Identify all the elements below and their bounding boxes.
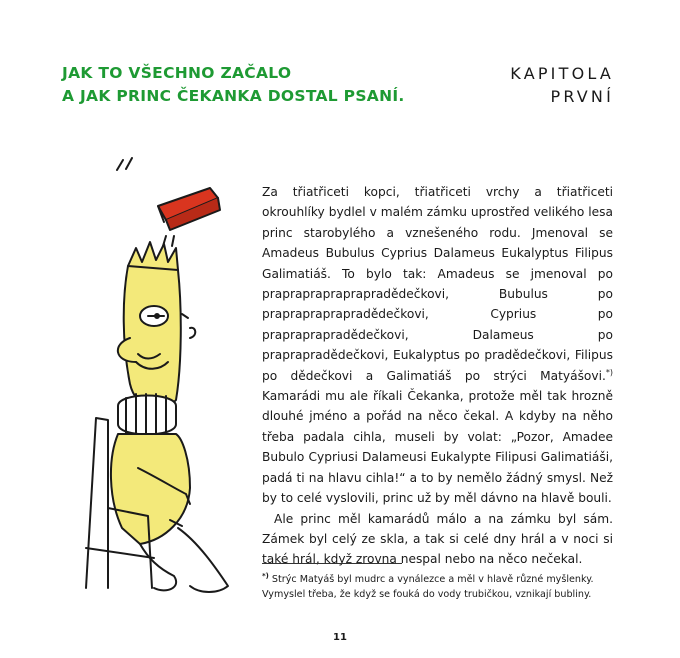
chapter-title [62,62,462,108]
footnote-mark: *) [262,571,269,580]
chapter-label-line-1: KAPITOLA [510,64,614,83]
footnote-text: Strýc Matyáš byl mudrc a vynálezce a měl v hlavě různé myšlenky. Vymyslel třeba, že když se fouká do vody trubičkou, vznikají bubliny. [262,574,594,600]
chapter-title-line-1: JAK TO VŠECHNO ZAČALO [62,64,292,82]
story-text [262,182,613,570]
chapter-label [510,62,614,108]
chapter-label-line-2: PRVNÍ [550,87,614,106]
story-paragraph-1-continuation: Kamarádi mu ale říkali Čekanka, protože měl tak hrozně dlouhé jméno a pořád na něco čekal. A kdyby na něho třeba padala cihla, museli by volat: „Pozor, Amadee Bubulo Cypriusi Dalameusi Eukalypte Filipusi Galimatiáši, padá ti na hlavu cihla!“ a to by nemělo žádný smysl. Než by to celé vyslovili, princ už by měl dávno na hlavě bouli. [262,389,613,506]
story-paragraph-1 [262,182,613,509]
story-paragraph-1-text: Za třiatřiceti kopci, třiatřiceti vrchy a třiatřiceti okrouhlíky bydlel v malém zámku uprostřed velikého lesa princ starobylého a vznešeného rodu. Jmenoval se Amadeus Bubulus Cyprius Dalameus Eukalyptus Filipus Galimatiáš. To bylo tak: Amadeus se jmenoval po prapraprapraprapradědečkovi, Bubulus po praprapraprapradědečkovi, Cyprius po prapraprapradědečkovi, Dalameus po praprapradědečkovi, Eukalyptus po pradědečkovi, Filipus po dědečkovi a Galimatiáš po strýci Matyášovi. [262,185,613,383]
page-number: 11 [333,632,347,643]
prince-illustration [78,148,263,598]
footnote-reference: *) [605,367,613,377]
motion-lines [117,158,132,170]
footnote [262,572,613,602]
falling-brick-icon [158,188,220,230]
story-paragraph-2: Ale princ měl kamarádů málo a na zámku byl sám. Zámek byl celý ze skla, a tak si celé dny hrál a v noci si také hrál, když zrovna nespal nebo na něco nečekal. [262,511,613,567]
footnote-divider [262,563,402,564]
chapter-title-line-2: A JAK PRINC ČEKANKA DOSTAL PSANÍ. [62,87,405,105]
